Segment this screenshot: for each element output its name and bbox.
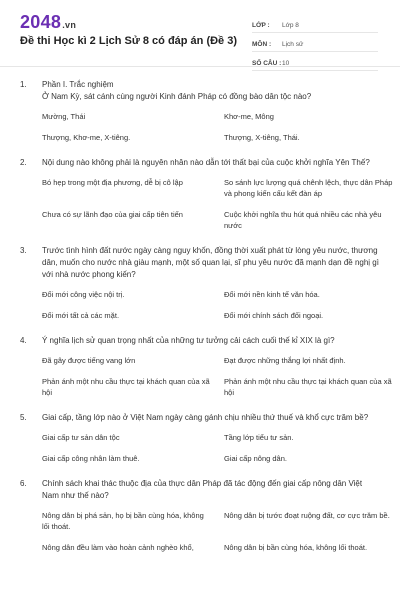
question-text: Ý nghĩa lịch sử quan trọng nhất của những tư tưởng cải cách cuối thế kỉ XIX là gì? [42, 336, 335, 345]
answer-option[interactable]: Đổi mới tất cả các mặt. [42, 311, 120, 320]
answer-option[interactable]: Giai cấp nông dân. [224, 454, 287, 463]
answer-option[interactable]: Giai cấp công nhân làm thuê. [42, 454, 140, 463]
question-number: 3. [20, 246, 27, 255]
exam-title: Đề thi Học kì 2 Lịch Sử 8 có đáp án (Đề 3) [20, 35, 238, 47]
answer-options [42, 432, 380, 464]
exam-meta [252, 18, 378, 75]
question-text: Nội dung nào không phải là nguyên nhân nào dẫn tới thất bại của cuộc khởi nghĩa Yên Thế? [42, 158, 370, 167]
answer-option[interactable]: Cuộc khởi nghĩa thu hút quá nhiều các nhà yêu nước [224, 210, 382, 230]
question-text: Phần I. Trắc nghiệm Ở Nam Kỳ, sát cánh cùng người Kinh đánh Pháp có đồng bào dân tộc nào? [42, 80, 312, 101]
answer-options [42, 111, 380, 143]
meta-value: Lớp 8 [282, 21, 299, 29]
question [20, 245, 380, 321]
meta-row [252, 37, 378, 52]
meta-value: Lịch sử [282, 40, 304, 48]
logo-text: 2048 [20, 12, 62, 32]
question-number: 6. [20, 479, 27, 488]
question-text: Chính sách khai thác thuộc địa của thực dân Pháp đã tác động đến giai cấp nông dân Việt Nam như thế nào? [42, 479, 363, 500]
answer-option[interactable]: Đổi mới công việc nội trị. [42, 290, 125, 299]
answer-option[interactable]: So sánh lực lượng quá chênh lệch, thực dân Pháp và phong kiến cấu kết đàn áp [224, 178, 393, 198]
question-number: 4. [20, 336, 27, 345]
question-number: 1. [20, 80, 27, 89]
answer-option[interactable]: Giai cấp tư sản dân tộc [42, 433, 120, 442]
question-list [0, 67, 400, 553]
answer-option[interactable]: Phản ánh một nhu cầu thực tại khách quan của xã hội [42, 377, 210, 397]
answer-option[interactable]: Nông dân đều làm vào hoàn cảnh nghèo khổ, [42, 543, 194, 552]
answer-option[interactable]: Tầng lớp tiểu tư sản. [224, 433, 294, 442]
page-header [0, 0, 400, 67]
answer-options [42, 177, 393, 231]
answer-option[interactable]: Mường, Thái [42, 112, 86, 121]
question-text: Giai cấp, tầng lớp nào ở Việt Nam ngày càng gánh chịu nhiều thứ thuế và khổ cực trăm bề? [42, 413, 369, 422]
meta-label: MÔN : [252, 40, 272, 48]
answer-option[interactable]: Khơ-me, Mông [224, 112, 274, 121]
site-logo[interactable] [20, 12, 76, 33]
answer-option[interactable]: Phản ánh một nhu cầu thực tại khách quan của xã hội [224, 377, 392, 397]
answer-option[interactable]: Chưa có sự lãnh đạo của giai cấp tiên tiến [42, 210, 183, 219]
question-number: 5. [20, 413, 27, 422]
answer-options [42, 355, 392, 398]
answer-option[interactable]: Đổi mới chính sách đối ngoại. [224, 311, 324, 320]
question [20, 79, 380, 143]
question [20, 335, 392, 398]
question-text: Trước tình hình đất nước ngày càng nguy khốn, đồng thời xuất phát từ lòng yêu nước, thương dân, muốn cho nước nhà giàu mạnh, một số quan lại, sĩ phu yêu nước đã mạnh dạn đề nghị gì với nhà nước phong kiến? [42, 246, 379, 279]
question [20, 412, 380, 464]
meta-label: LỚP : [252, 21, 270, 29]
logo-suffix: .vn [62, 20, 77, 30]
answer-option[interactable]: Đạt được những thắng lợi nhất định. [224, 356, 346, 365]
answer-option[interactable]: Nông dân bị phá sản, họ bị bần cùng hóa, không lối thoát. [42, 511, 204, 531]
answer-option[interactable]: Thượng, X-tiêng, Thái. [224, 133, 300, 142]
meta-row [252, 56, 378, 71]
meta-label: SỐ CÂU : [252, 59, 282, 67]
question [20, 157, 393, 231]
answer-option[interactable]: Đổi mới nền kinh tế văn hóa. [224, 290, 320, 299]
answer-option[interactable]: Nông dân bị bần cùng hóa, không lối thoát. [224, 543, 368, 552]
meta-row [252, 18, 378, 33]
answer-option[interactable]: Thượng, Khơ-me, X-tiêng. [42, 133, 131, 142]
answer-options [42, 510, 390, 553]
answer-option[interactable]: Bó hẹp trong một địa phương, dễ bị cô lập [42, 178, 183, 187]
answer-option[interactable]: Nông dân bị tước đoạt ruộng đất, cơ cực trăm bề. [224, 511, 390, 520]
answer-option[interactable]: Đã gây được tiếng vang lớn [42, 356, 136, 365]
question [20, 478, 390, 553]
meta-value: 10 [282, 59, 290, 67]
answer-options [42, 289, 380, 321]
question-number: 2. [20, 158, 27, 167]
